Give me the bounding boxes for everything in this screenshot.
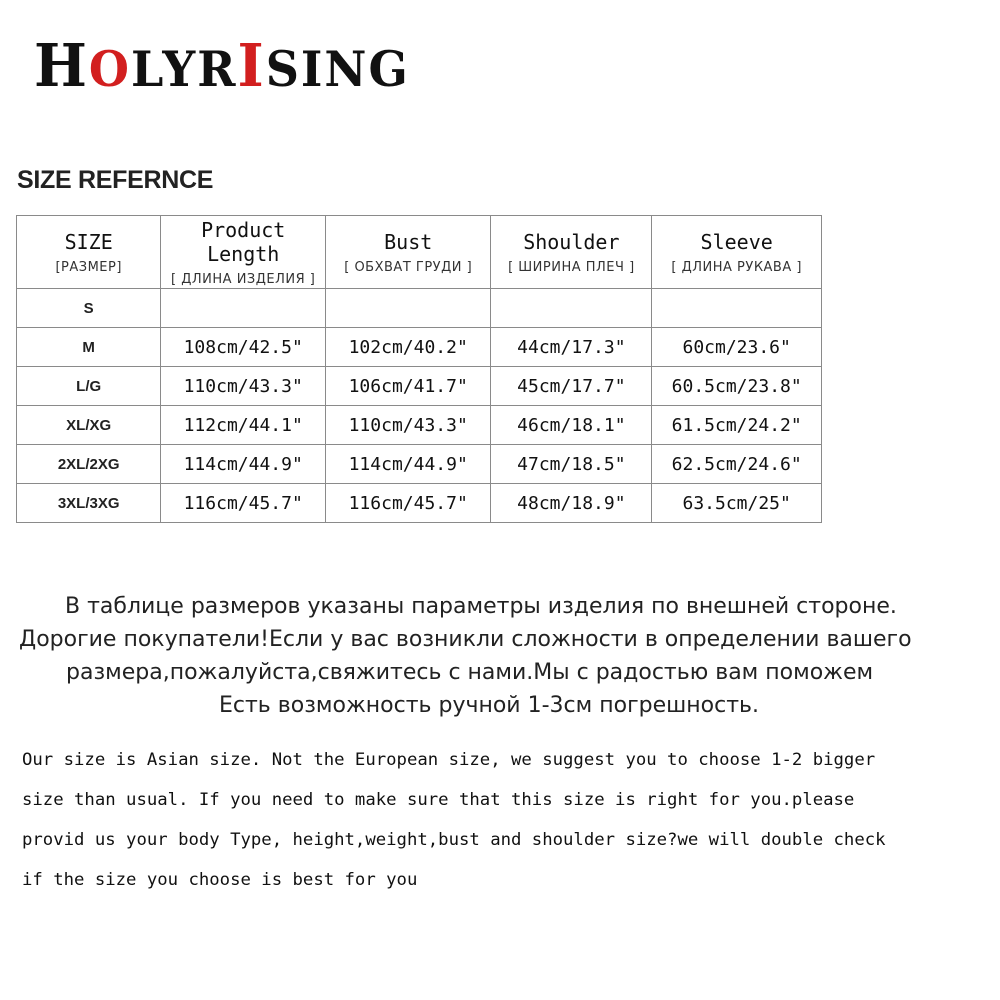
table-row bbox=[17, 367, 822, 406]
size-cell: L/G bbox=[17, 367, 161, 406]
sleeve-cell: 60cm/23.6" bbox=[652, 328, 822, 367]
russian-notice-line: Дорогие покупатели!Если у вас возникли сложности в определении вашего bbox=[19, 627, 912, 652]
english-notice-line: if the size you choose is best for you bbox=[22, 870, 418, 890]
length-cell: 116cm/45.7" bbox=[161, 484, 326, 523]
logo-letter-o: O bbox=[88, 40, 131, 98]
header-en: Product Length bbox=[201, 217, 286, 266]
bust-cell: 110cm/43.3" bbox=[326, 406, 491, 445]
header-ru: [ ШИРИНА ПЛЕЧ ] bbox=[508, 259, 635, 275]
russian-notice bbox=[0, 590, 1000, 722]
shoulder-cell bbox=[491, 289, 652, 328]
header-sleeve bbox=[652, 216, 822, 289]
russian-notice-line: размера,пожалуйста,свяжитесь с нами.Мы с радостью вам поможем bbox=[66, 660, 874, 685]
bust-cell: 106cm/41.7" bbox=[326, 367, 491, 406]
size-cell: XL/XG bbox=[17, 406, 161, 445]
header-size bbox=[17, 216, 161, 289]
header-ru: [ ДЛИНА РУКАВА ] bbox=[671, 259, 802, 275]
russian-notice-line: В таблице размеров указаны параметры изделия по внешней стороне. bbox=[65, 594, 897, 619]
size-table bbox=[16, 215, 822, 523]
bust-cell bbox=[326, 289, 491, 328]
english-notice-line: size than usual. If you need to make sure that this size is right for you.please bbox=[22, 790, 855, 810]
table-row bbox=[17, 406, 822, 445]
shoulder-cell: 48cm/18.9" bbox=[491, 484, 652, 523]
header-ru: [ ОБХВАТ ГРУДИ ] bbox=[344, 259, 473, 275]
sleeve-cell: 62.5cm/24.6" bbox=[652, 445, 822, 484]
section-title: SIZE REFERNCE bbox=[17, 166, 214, 194]
size-cell: S bbox=[17, 289, 161, 328]
length-cell: 110cm/43.3" bbox=[161, 367, 326, 406]
sleeve-cell: 60.5cm/23.8" bbox=[652, 367, 822, 406]
header-ru: [РАЗМЕР] bbox=[55, 259, 122, 275]
english-notice bbox=[22, 740, 992, 900]
logo-letter-i: I bbox=[237, 31, 266, 101]
shoulder-cell: 46cm/18.1" bbox=[491, 406, 652, 445]
sleeve-cell: 63.5cm/25" bbox=[652, 484, 822, 523]
size-cell: 3XL/3XG bbox=[17, 484, 161, 523]
length-cell: 114cm/44.9" bbox=[161, 445, 326, 484]
header-shoulder bbox=[491, 216, 652, 289]
sleeve-cell: 61.5cm/24.2" bbox=[652, 406, 822, 445]
table-row bbox=[17, 484, 822, 523]
logo-letter-r: R bbox=[197, 40, 238, 98]
header-product-length bbox=[161, 216, 326, 289]
header-ru: [ ДЛИНА ИЗДЕЛИЯ ] bbox=[171, 271, 316, 287]
bust-cell: 114cm/44.9" bbox=[326, 445, 491, 484]
bust-cell: 102cm/40.2" bbox=[326, 328, 491, 367]
table-row bbox=[17, 289, 822, 328]
length-cell bbox=[161, 289, 326, 328]
logo-letters-sing: SING bbox=[265, 40, 410, 98]
header-en: Shoulder bbox=[523, 229, 620, 254]
shoulder-cell: 45cm/17.7" bbox=[491, 367, 652, 406]
header-bust bbox=[326, 216, 491, 289]
logo-letters-ly: LY bbox=[131, 40, 198, 98]
english-notice-line: provid us your body Type, height,weight,bust and shoulder size?we will double check bbox=[22, 830, 886, 850]
table-row bbox=[17, 328, 822, 367]
russian-notice-line: Есть возможность ручной 1-3см погрешность. bbox=[219, 693, 759, 718]
size-cell: 2XL/2XG bbox=[17, 445, 161, 484]
header-en: Bust bbox=[384, 229, 433, 254]
shoulder-cell: 44cm/17.3" bbox=[491, 328, 652, 367]
table-row bbox=[17, 445, 822, 484]
length-cell: 112cm/44.1" bbox=[161, 406, 326, 445]
header-en: Sleeve bbox=[700, 229, 773, 254]
logo-letter-h: H bbox=[34, 31, 89, 101]
bust-cell: 116cm/45.7" bbox=[326, 484, 491, 523]
header-en: SIZE bbox=[64, 229, 113, 254]
size-cell: M bbox=[17, 328, 161, 367]
length-cell: 108cm/42.5" bbox=[161, 328, 326, 367]
brand-logo bbox=[34, 31, 410, 101]
english-notice-line: Our size is Asian size. Not the European size, we suggest you to choose 1-2 bigger bbox=[22, 750, 876, 770]
shoulder-cell: 47cm/18.5" bbox=[491, 445, 652, 484]
table-header-row bbox=[17, 216, 822, 289]
sleeve-cell bbox=[652, 289, 822, 328]
